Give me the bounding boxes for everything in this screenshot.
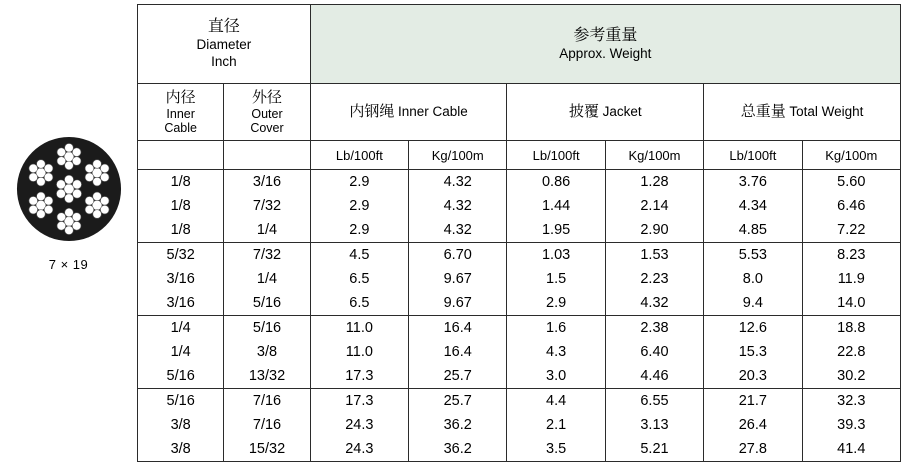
table-cell: 15.3 [704,340,802,364]
table-cell: 2.38 [605,316,703,341]
table-cell: 5/16 [224,316,310,341]
table-cell: 2.9 [310,194,408,218]
header-diameter-en: Diameter [196,37,252,53]
table-row [138,364,901,389]
table-cell: 8.0 [704,267,802,291]
table-cell: 4.34 [704,194,802,218]
table-row [138,413,901,437]
table-cell: 1/8 [138,218,224,243]
table-cell: 41.4 [802,437,900,462]
table-row [138,291,901,316]
wire-rope-cross-section-icon [15,135,123,243]
table-row [138,218,901,243]
table-row [138,267,901,291]
table-cell: 4.32 [605,291,703,316]
table-cell: 12.6 [704,316,802,341]
table-cell: 25.7 [409,389,507,414]
table-cell: 7/16 [224,389,310,414]
table-cell: 2.90 [605,218,703,243]
table-cell: 9.4 [704,291,802,316]
table-cell: 1.6 [507,316,605,341]
table-cell: 0.86 [507,170,605,195]
table-cell: 3.0 [507,364,605,389]
table-cell: 11.0 [310,316,408,341]
table-cell: 5/16 [224,291,310,316]
table-cell: 2.9 [310,170,408,195]
table-cell: 25.7 [409,364,507,389]
specification-table-container [137,4,901,462]
table-cell: 3/8 [138,437,224,462]
table-row [138,316,901,341]
table-cell: 4.3 [507,340,605,364]
header-unit-inner-lb: Lb/100ft [310,141,408,170]
table-cell: 16.4 [409,316,507,341]
table-cell: 2.23 [605,267,703,291]
table-cell: 3.5 [507,437,605,462]
table-cell: 8.23 [802,243,900,268]
table-cell: 27.8 [704,437,802,462]
table-cell: 16.4 [409,340,507,364]
header-unit-jacket-lb: Lb/100ft [507,141,605,170]
table-cell: 1/8 [138,170,224,195]
header-jacket-cn: 披覆 [568,103,599,120]
header-inner-rope-en: Inner Cable [397,104,468,119]
header-jacket-weight [507,84,704,141]
header-approx-weight [310,5,900,84]
table-cell: 30.2 [802,364,900,389]
header-outer-cover-unit-blank [224,141,310,170]
specification-table-body [138,170,901,462]
table-cell: 6.5 [310,267,408,291]
table-row [138,437,901,462]
header-outer-cover-en: Outer [251,106,283,121]
header-outer-cover-en2: Cover [250,121,284,135]
table-cell: 6.5 [310,291,408,316]
header-diameter-unit: Inch [211,54,237,69]
table-cell: 17.3 [310,364,408,389]
header-unit-jacket-kg: Kg/100m [605,141,703,170]
table-cell: 7.22 [802,218,900,243]
table-cell: 4.32 [409,170,507,195]
table-cell: 3/8 [138,413,224,437]
table-cell: 5.60 [802,170,900,195]
table-cell: 11.0 [310,340,408,364]
table-cell: 2.14 [605,194,703,218]
header-diameter [138,5,311,84]
table-cell: 1.5 [507,267,605,291]
table-cell: 2.1 [507,413,605,437]
table-cell: 4.5 [310,243,408,268]
table-cell: 2.9 [507,291,605,316]
table-cell: 21.7 [704,389,802,414]
table-cell: 39.3 [802,413,900,437]
table-cell: 24.3 [310,437,408,462]
table-cell: 5.21 [605,437,703,462]
rope-construction-label: 7 × 19 [48,257,89,272]
header-total-cn: 总重量 [740,103,786,120]
table-cell: 1.03 [507,243,605,268]
table-cell: 6.46 [802,194,900,218]
header-jacket-en: Jacket [602,104,642,119]
header-inner-cable-en: Inner [166,106,195,121]
table-cell: 24.3 [310,413,408,437]
table-cell: 1.44 [507,194,605,218]
table-row [138,170,901,195]
table-cell: 3.76 [704,170,802,195]
table-cell: 1.95 [507,218,605,243]
table-cell: 6.70 [409,243,507,268]
table-cell: 3/16 [138,267,224,291]
table-cell: 20.3 [704,364,802,389]
header-inner-cable-diameter [138,84,224,141]
specification-table [137,4,901,462]
table-cell: 7/32 [224,194,310,218]
table-cell: 7/32 [224,243,310,268]
table-cell: 3/8 [224,340,310,364]
table-cell: 22.8 [802,340,900,364]
header-weight-en: Approx. Weight [559,45,652,61]
header-unit-inner-kg: Kg/100m [409,141,507,170]
table-cell: 1/8 [138,194,224,218]
table-cell: 7/16 [224,413,310,437]
table-cell: 18.8 [802,316,900,341]
table-cell: 36.2 [409,437,507,462]
table-cell: 6.55 [605,389,703,414]
table-cell: 13/32 [224,364,310,389]
header-inner-cable-unit-blank [138,141,224,170]
table-row [138,340,901,364]
table-cell: 1/4 [138,340,224,364]
table-cell: 4.32 [409,194,507,218]
table-cell: 1/4 [138,316,224,341]
header-inner-cable-cn: 内径 [165,88,196,106]
header-inner-rope-weight [310,84,507,141]
header-inner-cable-en2: Cable [164,121,197,135]
table-cell: 36.2 [409,413,507,437]
header-weight-cn: 参考重量 [573,26,638,44]
table-cell: 26.4 [704,413,802,437]
table-cell: 3/16 [138,291,224,316]
table-cell: 14.0 [802,291,900,316]
header-unit-total-lb: Lb/100ft [704,141,802,170]
table-cell: 1/4 [224,218,310,243]
header-inner-rope-cn: 内钢绳 [349,103,395,120]
table-cell: 1.53 [605,243,703,268]
header-outer-cover-cn: 外径 [251,88,282,106]
table-cell: 32.3 [802,389,900,414]
table-row [138,194,901,218]
table-cell: 2.9 [310,218,408,243]
table-cell: 6.40 [605,340,703,364]
table-cell: 1.28 [605,170,703,195]
table-cell: 5/16 [138,389,224,414]
table-cell: 4.4 [507,389,605,414]
table-cell: 3/16 [224,170,310,195]
table-cell: 17.3 [310,389,408,414]
table-cell: 5.53 [704,243,802,268]
table-cell: 9.67 [409,267,507,291]
table-cell: 3.13 [605,413,703,437]
header-total-en: Total Weight [789,104,864,119]
table-cell: 5/16 [138,364,224,389]
table-cell: 1/4 [224,267,310,291]
header-outer-cover-diameter [224,84,310,141]
header-unit-total-kg: Kg/100m [802,141,900,170]
header-total-weight [704,84,901,141]
rope-illustration-panel [0,0,137,447]
table-row [138,243,901,268]
table-row [138,389,901,414]
table-cell: 4.46 [605,364,703,389]
table-cell: 4.85 [704,218,802,243]
table-cell: 11.9 [802,267,900,291]
table-cell: 5/32 [138,243,224,268]
header-diameter-cn: 直径 [207,18,240,36]
table-cell: 9.67 [409,291,507,316]
table-cell: 15/32 [224,437,310,462]
table-cell: 4.32 [409,218,507,243]
